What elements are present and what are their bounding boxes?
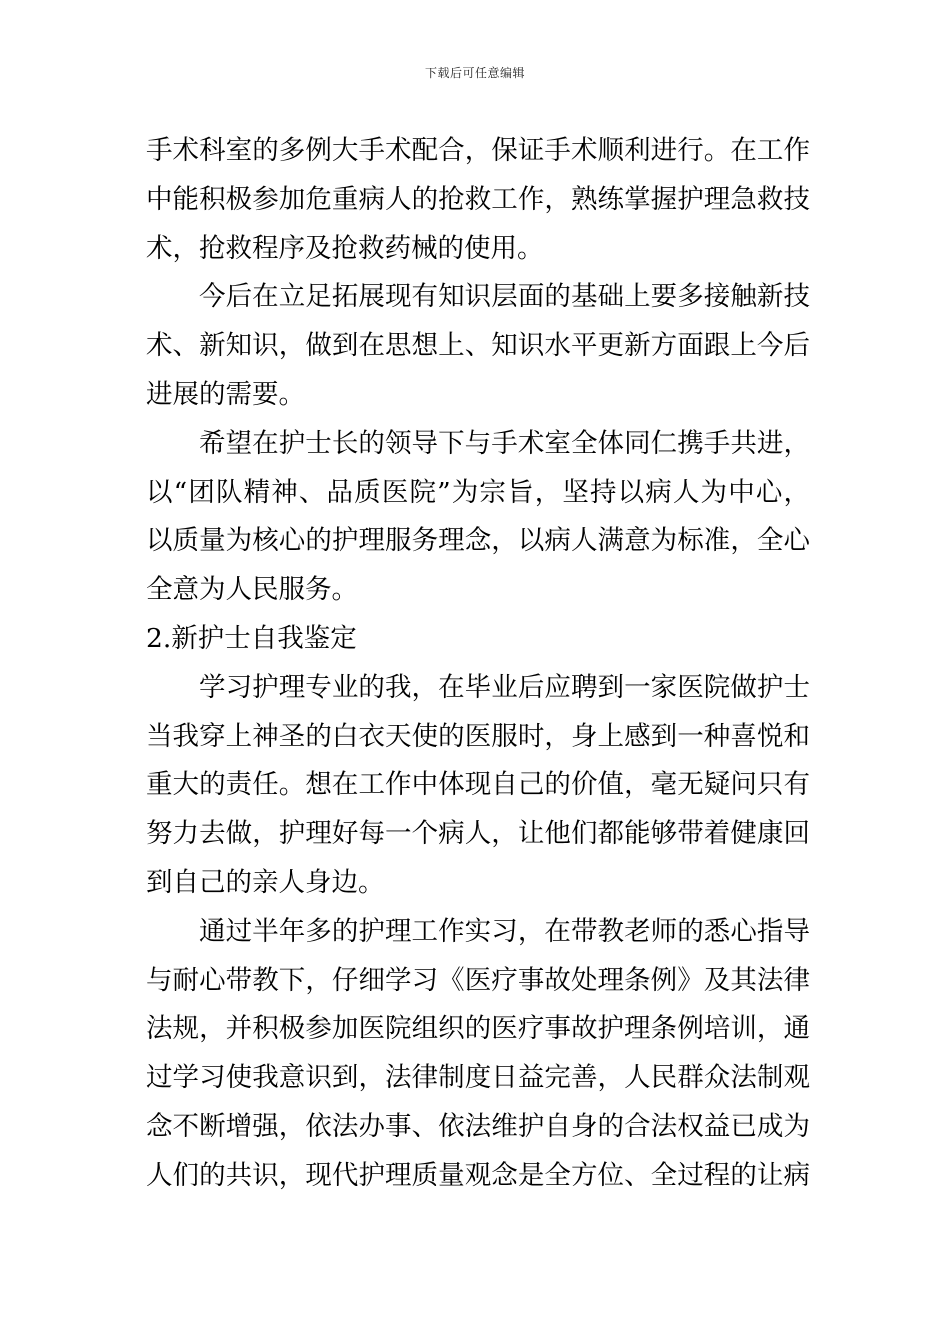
text-line: 进展的需要。 — [146, 378, 305, 410]
text-line: 念不断增强，依法办事、依法维护自身的合法权益已成为 — [146, 1110, 810, 1142]
text-line: 今后在立足拓展现有知识层面的基础上要多接触新技 — [199, 281, 810, 313]
text-line: 全意为人民服务。 — [146, 574, 358, 606]
text-line: 学习护理专业的我，在毕业后应聘到一家医院做护士 — [199, 671, 810, 703]
text-line: 努力去做，护理好每一个病人，让他们都能够带着健康回 — [146, 818, 810, 850]
text-line: 当我穿上神圣的白衣天使的医服时，身上感到一种喜悦和 — [146, 720, 810, 752]
document-body — [146, 127, 810, 1201]
text-line: 重大的责任。想在工作中体现自己的价值，毫无疑问只有 — [146, 769, 810, 801]
text-line: 过学习使我意识到，法律制度日益完善，人民群众法制观 — [146, 1062, 810, 1094]
text-line: 希望在护士长的领导下与手术室全体同仁携手共进， — [199, 427, 810, 459]
text-line: 以“团队精神、品质医院”为宗旨，坚持以病人为中心， — [146, 476, 810, 508]
text-line: 手术科室的多例大手术配合，保证手术顺利进行。在工作 — [146, 135, 810, 166]
text-line: 中能积极参加危重病人的抢救工作，熟练掌握护理急救技 — [146, 183, 810, 215]
page-header-note: 下载后可任意编辑 — [424, 66, 525, 80]
text-line: 术，抢救程序及抢救药械的使用。 — [146, 232, 544, 264]
text-line: 术、新知识，做到在思想上、知识水平更新方面跟上今后 — [146, 330, 810, 362]
text-line: 人们的共识，现代护理质量观念是全方位、全过程的让病 — [146, 1159, 810, 1191]
text-line: 法规，并积极参加医院组织的医疗事故护理条例培训，通 — [146, 1013, 810, 1045]
text-line: 以质量为核心的护理服务理念，以病人满意为标准，全心 — [146, 525, 810, 557]
section-heading: 2.新护士自我鉴定 — [146, 622, 357, 654]
text-line: 与耐心带教下，仔细学习《医疗事故处理条例》及其法律 — [146, 964, 810, 996]
text-line: 通过半年多的护理工作实习，在带教老师的悉心指导 — [199, 915, 810, 947]
text-line: 到自己的亲人身边。 — [146, 866, 385, 898]
